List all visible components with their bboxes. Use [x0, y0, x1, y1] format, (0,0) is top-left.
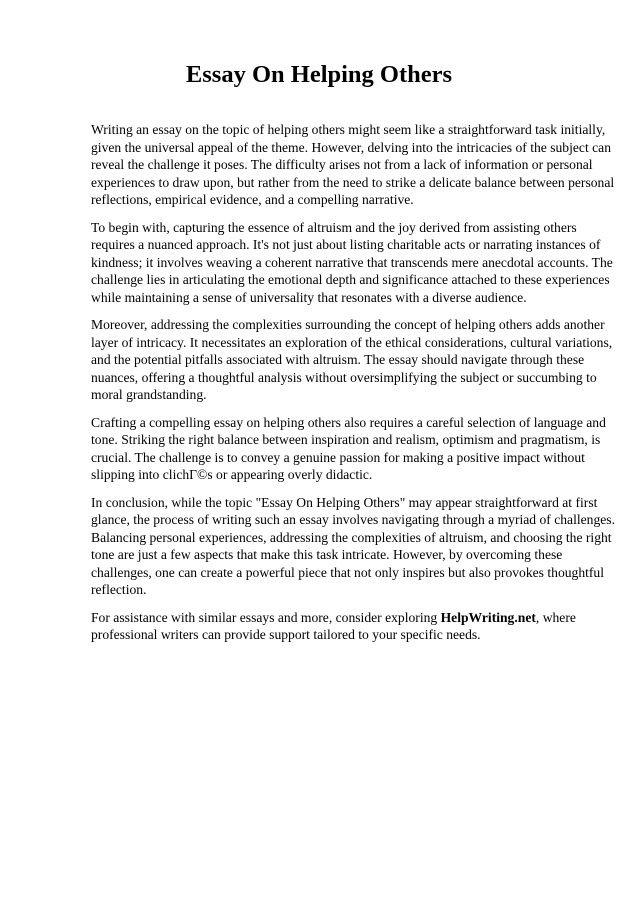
text-line: requires a nuanced approach. It's not just about listing charitable acts or narrating instances of	[91, 237, 601, 252]
text-line: reflections, empirical evidence, and a compelling narrative.	[91, 192, 414, 207]
text-line: professional writers can provide support tailored to your specific needs.	[91, 627, 481, 642]
text-line: while maintaining a sense of universality that resonates with a diverse audience.	[91, 289, 527, 305]
text-line: nuances, offering a thoughtful analysis without oversimplifying the subject or succumbing to	[91, 369, 597, 385]
text-line: Crafting a compelling essay on helping others also requires a careful selection of language and	[91, 414, 606, 430]
document-title: Essay On Helping Others	[185, 61, 453, 88]
text-line: given the universal appeal of the theme. However, delving into the intricacies of the subject can	[91, 139, 611, 155]
text-line: and the potential pitfalls associated with altruism. The essay should navigate through these	[91, 352, 585, 367]
closing-first-line	[91, 609, 601, 627]
text-line: layer of intricacy. It necessitates an exploration of the ethical considerations, cultural variations,	[91, 334, 613, 350]
text-line: kindness; it involves weaving a coherent narrative that transcends mere anecdotal accounts. The	[91, 254, 613, 270]
helpwriting-link[interactable]: HelpWriting.net	[440, 609, 536, 625]
paragraph-conclusion	[91, 494, 615, 599]
text-line: experiences to draw upon, but rather from the need to strike a delicate balance between personal	[91, 174, 615, 190]
text-line: reveal the challenge it poses. The difficulty arises not from a lack of information or personal	[91, 157, 593, 172]
text-line: To begin with, capturing the essence of altruism and the joy derived from assisting others	[91, 219, 577, 235]
text-line: In conclusion, while the topic "Essay On Helping Others" may appear straightforward at first	[91, 494, 598, 510]
text-line: crucial. The challenge is to convey a genuine passion for making a positive impact without	[91, 449, 585, 465]
text-line: challenges, one can create a powerful piece that not only inspires but also provokes thoughtful	[91, 564, 605, 580]
closing-text-before-link: For assistance with similar essays and more, consider exploring	[91, 609, 441, 625]
paragraph-intro	[91, 121, 615, 209]
text-line: slipping into clichГ©s or appearing overly didactic.	[91, 467, 373, 482]
text-line: Writing an essay on the topic of helping others might seem like a straightforward task initially,	[91, 122, 606, 137]
paragraph-altruism	[91, 219, 613, 307]
text-line: tone. Striking the right balance between inspiration and realism, optimism and pragmatism, is	[91, 432, 601, 447]
text-line: tone are just a few aspects that make this task intricate. However, by overcoming these	[91, 547, 563, 562]
text-line: moral grandstanding.	[91, 387, 207, 402]
text-line: Moreover, addressing the complexities surrounding the concept of helping others adds another	[91, 317, 605, 332]
paragraph-complexities	[91, 316, 613, 404]
paragraph-language-tone	[91, 414, 606, 484]
document-body	[91, 121, 615, 654]
text-line: Balancing personal experiences, addressing the complexities of altruism, and choosing the right	[91, 529, 612, 545]
text-line: challenge lies in articulating the emotional depth and significance attached to these experiences	[91, 272, 610, 287]
closing-text-after-link: , where	[535, 609, 576, 625]
text-line: glance, the process of writing such an essay involves navigating through a myriad of challenges.	[91, 512, 615, 527]
paragraph-closing	[91, 609, 601, 644]
text-line: reflection.	[91, 582, 147, 597]
